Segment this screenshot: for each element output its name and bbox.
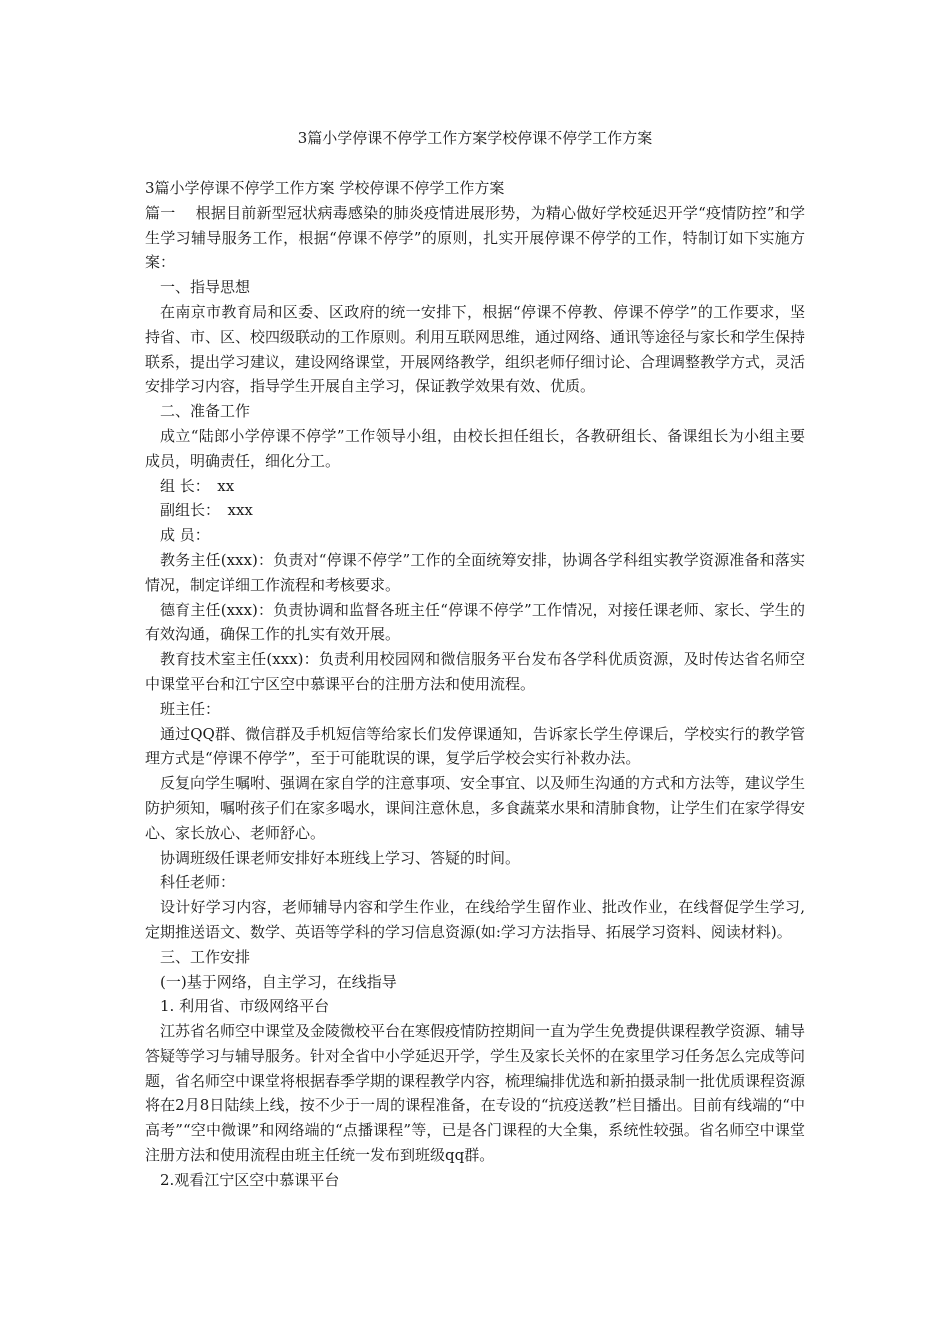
document-body [145, 176, 805, 1193]
section-heading-guiding-thought: 一、指导思想 [160, 278, 251, 297]
subsection-heading-online: (一)基于网络，自主学习，在线指导 [160, 972, 397, 991]
paragraph-deputy-leader: 副组长： xxx [160, 501, 253, 520]
section-heading-preparation: 二、准备工作 [160, 402, 251, 421]
section-heading-work-arrangement: 三、工作安排 [160, 947, 251, 966]
paragraph-members: 成 员： [160, 526, 210, 545]
paragraph-leadership-group: 成立“陆郎小学停课不停学”工作领导小组，由校长担任组长，各教研组长、备课组长为小组主要成员，明确责任，细化分工。 [145, 426, 805, 470]
paragraph-provincial-platform: 江苏省名师空中课堂及金陵微校平台在寒假疫情防控期间一直为学生免费提供课程教学资源、辅导答疑等学习与辅导服务。针对全省中小学延迟开学，学生及家长关怀的在家里学习任务怎么完成等问题，省名师空中课堂将根据春季学期的课程教学内容，梳理编排优选和新拍摄录制一批优质课程资源将在2月8日陆续上线，按不少于一周的课程准备，在专设的“抗疫送教”栏目播出。目前有线端的“中高考”“空中微课”和网络端的“点播课程”等，已是各门课程的大全集，系统性较强。省名师空中课堂注册方法和使用流程由班主任统一发布到班级qq群。 [145, 1022, 806, 1165]
paragraph-class-teacher-schedule: 协调班级任课老师安排好本班线上学习、答疑的时间。 [160, 848, 521, 867]
paragraph-intro: 篇一 根据目前新型冠状病毒感染的肺炎疫情进展形势，为精心做好学校延迟开学“疫情防控”和学生学习辅导服务工作，根据“停课不停学”的原则，扎实开展停课不停学的工作，特制订如下实施方案： [145, 203, 805, 272]
paragraph-subject-teacher-duties: 设计好学习内容，老师辅导内容和学生作业，在线给学生留作业、批改作业，在线督促学生学习,定期推送语文、数学、英语等学科的学习信息资源(如:学习方法指导、拓展学习资料、阅读材料)。 [145, 898, 805, 941]
paragraph-group-leader: 组 长： xx [160, 476, 235, 495]
document-title: 3篇小学停课不停学工作方案学校停课不停学工作方案 [297, 129, 653, 147]
paragraph-subject-teacher-heading: 科任老师： [160, 873, 236, 892]
paragraph-class-teacher-notice: 通过QQ群、微信群及手机短信等给家长们发停课通知，告诉家长学生停课后，学校实行的教学管理方式是“停课不停学”，至于可能耽误的课，复学后学校会实行补救办法。 [145, 724, 805, 768]
paragraph-class-teacher-heading: 班主任： [160, 699, 221, 718]
paragraph-tech-director: 教育技术室主任(xxx)：负责利用校园网和微信服务平台发布各学科优质资源，及时传达省名师空中课堂平台和江宁区空中慕课平台的注册方法和使用流程。 [145, 650, 805, 693]
paragraph-academic-director: 教务主任(xxx)：负责对“停课不停学”工作的全面统筹安排，协调各学科组实教学资源准备和落实情况，制定详细工作流程和考核要求。 [145, 550, 805, 594]
item-heading-jiangning-platform: 2.观看江宁区空中慕课平台 [160, 1170, 340, 1189]
paragraph-guiding-thought: 在南京市教育局和区委、区政府的统一安排下，根据“停课不停教、停课不停学”的工作要求，坚持省、市、区、校四级联动的工作原则。利用互联网思维，通过网络、通讯等途径与家长和学生保持联系，提出学习建议，建设网络课堂，开展网络教学，组织老师仔细讨论、合理调整教学方式，灵活安排学习内容，指导学生开展自主学习，保证教学效果有效、优质。 [145, 302, 806, 396]
item-heading-provincial-platform: 1. 利用省、市级网络平台 [160, 997, 330, 1016]
document-subtitle: 3篇小学停课不停学工作方案 学校停课不停学工作方案 [145, 179, 505, 197]
paragraph-class-teacher-safety: 反复向学生嘱咐、强调在家自学的注意事项、安全事宜、以及师生沟通的方式和方法等，建议学生防护须知，嘱咐孩子们在家多喝水，课间注意休息，多食蔬菜水果和清肺食物，让学生们在家学得安心、家长放心、老师舒心。 [145, 774, 806, 842]
paragraph-moral-director: 德育主任(xxx)：负责协调和监督各班主任“停课不停学”工作情况，对接任课老师、家长、学生的有效沟通，确保工作的扎实有效开展。 [145, 600, 805, 644]
